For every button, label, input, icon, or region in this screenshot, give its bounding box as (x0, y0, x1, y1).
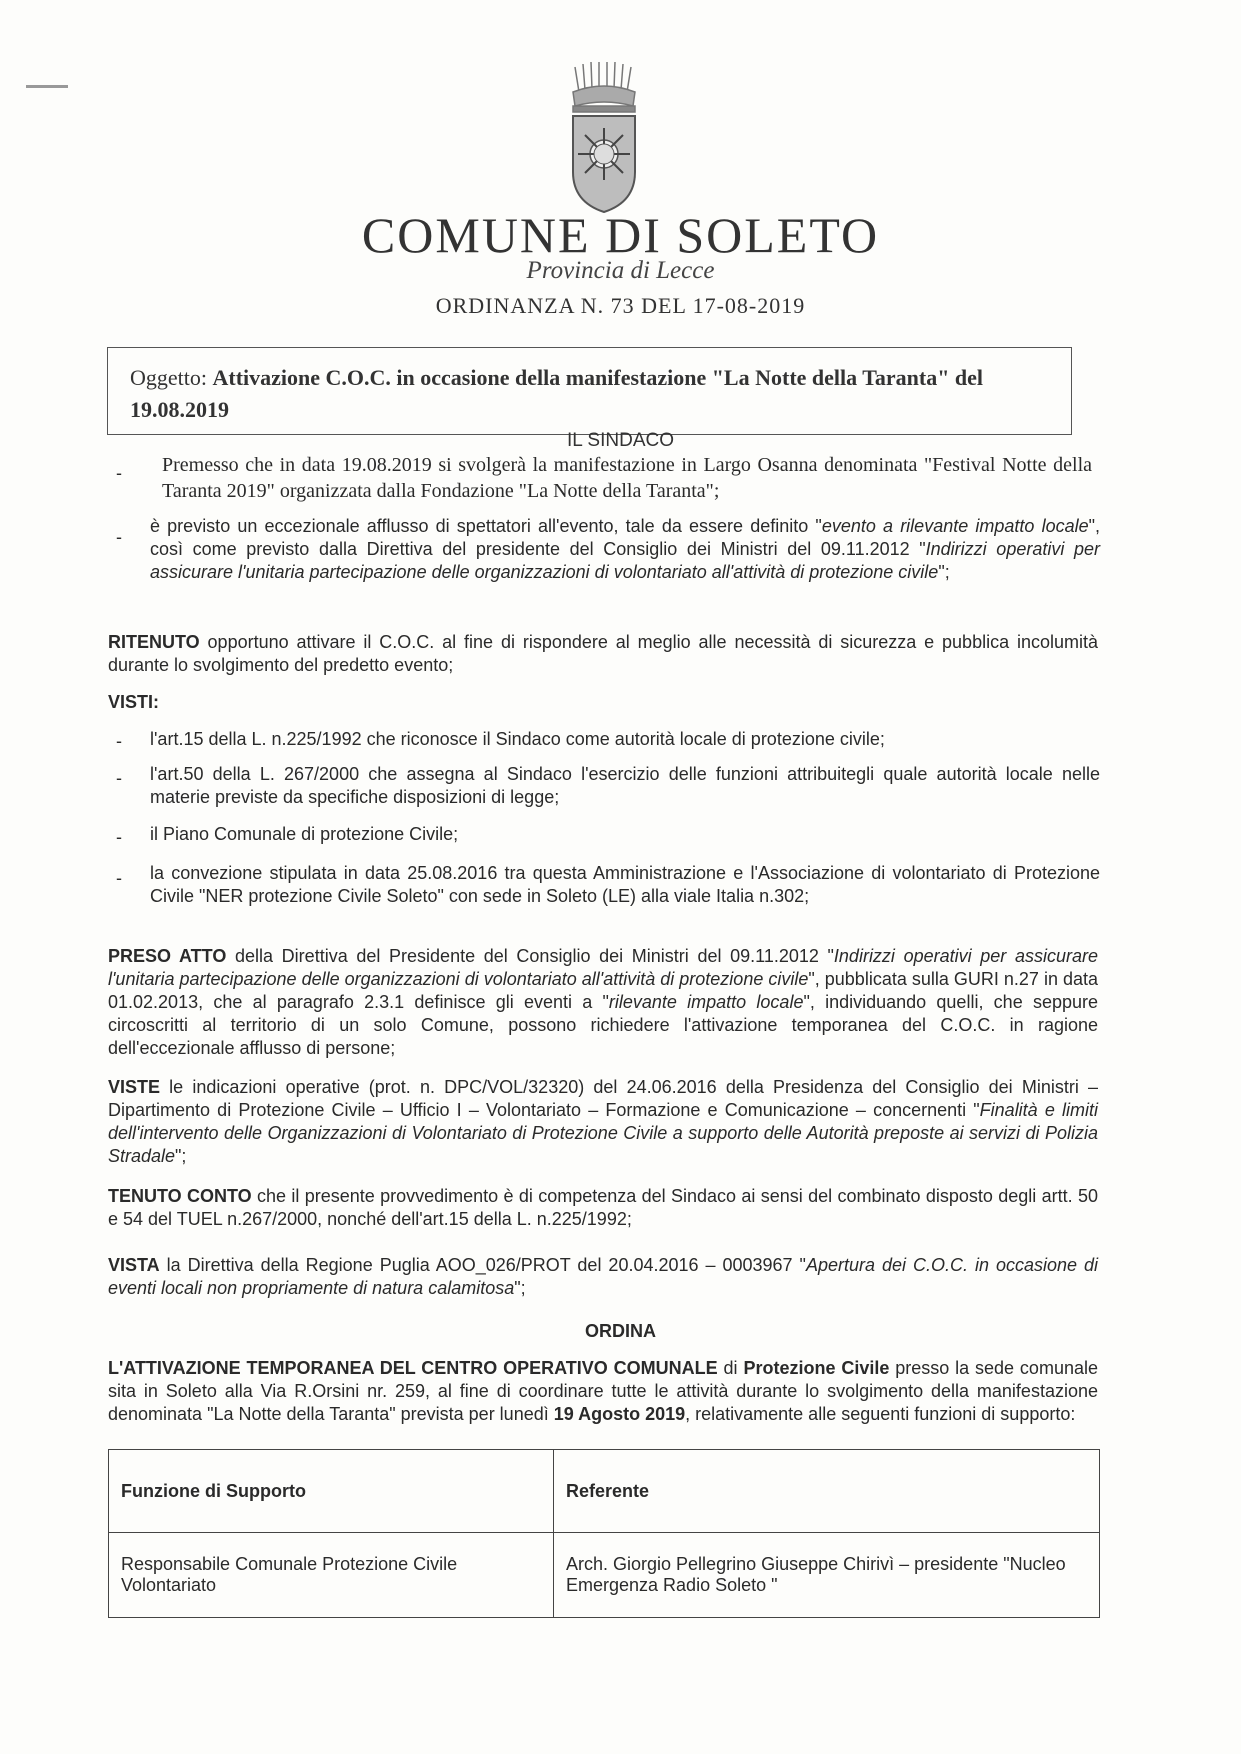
ritenuto-paragraph (108, 631, 1098, 677)
bullet: - (116, 827, 122, 847)
premise-2-text: ", così come previsto dalla Direttiva del presidente del Consiglio dei Ministri del 09.11.2012 " (150, 516, 1100, 559)
table-header-cell: Referente (554, 1450, 1100, 1533)
viste-text: "; (175, 1146, 187, 1166)
ordina-text: , relativamente alle seguenti funzioni di supporto: (685, 1404, 1076, 1424)
table-cell: Responsabile Comunale Protezione Civile Volontariato (109, 1533, 554, 1618)
subject-text: Attivazione C.O.C. in occasione della manifestazione "La Notte della Taranta" del 19.08.2019 (130, 365, 984, 422)
municipality-title: COMUNE DI SOLETO (361, 207, 880, 263)
vista-paragraph (108, 1254, 1098, 1300)
ordinance-number: ORDINANZA N. 73 DEL 17-08-2019 (435, 293, 806, 318)
visti-heading: VISTI: (108, 692, 160, 712)
table-cell: Arch. Giorgio Pellegrino Giuseppe Chirivì – presidente "Nucleo Emergenza Radio Soleto " (554, 1533, 1100, 1618)
table-row (109, 1533, 1100, 1618)
preso-atto-text: ", pubblicata sulla GURI n.27 in data 01.02.2013, che al paragrafo 2.3.1 definisce gli eventi a " (108, 969, 1098, 1012)
vista-text: "; (514, 1278, 526, 1298)
premise-2-text: è previsto un eccezionale afflusso di spettatori all'evento, tale da essere definito " (150, 516, 822, 536)
viste-text: le indicazioni operative (prot. n. DPC/VOL/32320) del 24.06.2016 della Presidenza del Consiglio dei Ministri – Dipartimento di Protezione Civile – Ufficio I – Volontariato – Formazione e Comunicazione – concernenti " (108, 1077, 1098, 1120)
visti-item-1: l'art.15 della L. n.225/1992 che riconosce il Sindaco come autorità locale di protezione civile; (150, 729, 885, 749)
bullet: - (116, 463, 122, 483)
ordina-text: di (717, 1358, 744, 1378)
ordina-bold: Protezione Civile (743, 1358, 890, 1378)
visti-item-3: il Piano Comunale di protezione Civile; (150, 824, 459, 844)
viste-head: VISTE (108, 1077, 161, 1097)
viste-italic: Finalità e limiti dell'intervento delle Organizzazioni di Volontariato di Protezione Civile a supporto delle Autorità preposte ai servizi di Polizia Stradale (108, 1100, 1098, 1166)
ordina-paragraph (108, 1357, 1098, 1426)
table-header-row (109, 1450, 1100, 1533)
tenuto-conto-paragraph (108, 1185, 1098, 1231)
preso-atto-text: ", individuando quelli, che seppure circoscritti al territorio di un solo Comune, possono richiedere l'attivazione temporanea del C.O.C. in ragione dell'eccezionale afflusso di persone; (108, 992, 1098, 1058)
coat-of-arms-icon (563, 62, 645, 214)
ordina-text: presso la sede comunale sita in Soleto alla Via R.Orsini nr. 259, al fine di coordinare tutte le attività durante lo svolgimento della manifestazione denominata "La Notte della Taranta" prevista per lunedì (108, 1358, 1098, 1424)
tenuto-conto-text: che il presente provvedimento è di competenza del Sindaco ai sensi del combinato disposto degli artt. 50 e 54 del TUEL n.267/2000, nonché dell'art.15 della L. n.225/1992; (108, 1186, 1098, 1229)
table-header-cell: Funzione di Supporto (109, 1450, 554, 1533)
ordina-bold: 19 Agosto 2019 (553, 1404, 686, 1424)
premise-2-italic: Indirizzi operativi per assicurare l'unitaria partecipazione delle organizzazioni di volontariato all'attività di protezione civile (150, 539, 1100, 582)
viste-paragraph (108, 1076, 1098, 1168)
bullet: - (116, 868, 122, 888)
tenuto-conto-head: TENUTO CONTO (108, 1186, 252, 1206)
premise-2-italic: evento a rilevante impatto locale (821, 516, 1089, 536)
ritenuto-text: opportuno attivare il C.O.C. al fine di rispondere al meglio alle necessità di sicurezza e pubblica incolumità durante lo svolgimento del predetto evento; (108, 632, 1098, 675)
ordina-head: L'ATTIVAZIONE TEMPORANEA DEL CENTRO OPERATIVO COMUNALE (108, 1358, 718, 1378)
visti-item-2: l'art.50 della L. 267/2000 che assegna al Sindaco l'esercizio delle funzioni attribuitegli quale autorità locale nelle materie previste da specifiche disposizioni di legge; (150, 764, 1100, 807)
premise-2 (150, 515, 1100, 584)
preso-atto-paragraph (108, 945, 1098, 1060)
bullet: - (116, 768, 122, 788)
vista-text: la Direttiva della Regione Puglia AOO_026/PROT del 20.04.2016 – 0003967 " (159, 1255, 806, 1275)
preso-atto-head: PRESO ATTO (108, 946, 227, 966)
mayor-heading: IL SINDACO (567, 430, 674, 451)
support-functions-table (108, 1449, 1100, 1618)
province-subtitle: Provincia di Lecce (526, 257, 715, 284)
scan-mark (26, 85, 68, 88)
bullet: - (116, 731, 122, 751)
visti-item-4: la convezione stipulata in data 25.08.2016 tra questa Amministrazione e l'Associazione di volontariato di Protezione Civile "NER protezione Civile Soleto" con sede in Soleto (LE) alla viale Italia n.302; (150, 863, 1100, 906)
ordina-heading: ORDINA (585, 1321, 656, 1341)
ritenuto-head: RITENUTO (108, 632, 200, 652)
preso-atto-italic: Indirizzi operativi per assicurare l'unitaria partecipazione delle organizzazioni di volontariato all'attività di protezione civile (108, 946, 1098, 989)
preso-atto-italic: rilevante impatto locale (608, 992, 804, 1012)
premise-1: Premesso che in data 19.08.2019 si svolgerà la manifestazione in Largo Osanna denominata "Festival Notte della Taranta 2019" organizzata dalla Fondazione "La Notte della Taranta"; (162, 454, 1092, 502)
vista-head: VISTA (108, 1255, 160, 1275)
bullet: - (116, 527, 122, 547)
subject-label: Oggetto: (130, 365, 207, 390)
subject (130, 362, 1050, 426)
preso-atto-text: della Direttiva del Presidente del Consiglio dei Ministri del 09.11.2012 " (226, 946, 834, 966)
premise-2-text: "; (938, 562, 950, 582)
vista-italic: Apertura dei C.O.C. in occasione di eventi locali non propriamente di natura calamitosa (108, 1255, 1098, 1298)
